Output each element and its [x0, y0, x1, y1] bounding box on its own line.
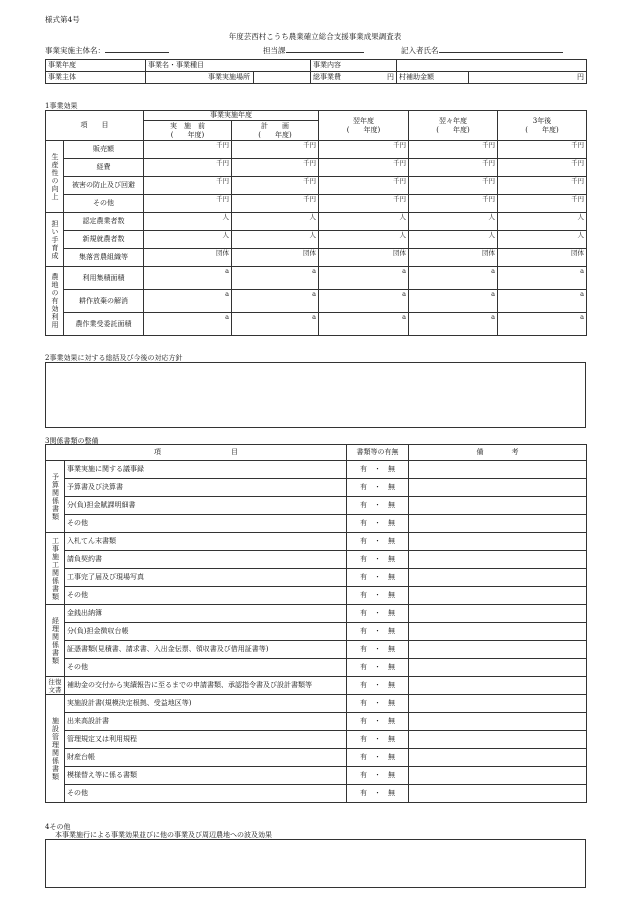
subsidy-unit[interactable]: 円 [469, 72, 587, 84]
effects-value-cell[interactable] [232, 231, 319, 249]
unit-label: 人 [488, 231, 495, 239]
plan-header [232, 121, 319, 141]
unit-label: 千円 [393, 177, 406, 185]
effects-item: 販売額 [64, 141, 144, 159]
effects-value-cell[interactable] [498, 313, 587, 336]
effects-value-cell[interactable] [144, 231, 232, 249]
unit-label: a [491, 267, 495, 275]
before-header [144, 121, 232, 141]
document-remarks[interactable] [409, 749, 587, 767]
unit-label: a [402, 313, 406, 321]
form-number: 様式第4号 [45, 15, 80, 24]
unit-label: 千円 [303, 177, 316, 185]
unit-label: 千円 [482, 141, 495, 149]
effects-item: 集落営農組織等 [64, 249, 144, 267]
document-row [46, 713, 587, 731]
unit-label: 人 [222, 213, 229, 221]
effects-value-cell[interactable] [232, 267, 319, 290]
effects-value-cell[interactable] [232, 313, 319, 336]
section3-title: 3関係書類の整備 [45, 437, 99, 445]
effects-value-cell[interactable] [319, 231, 409, 249]
unit-label: a [402, 267, 406, 275]
documents-status-header: 書類等の有無 [347, 445, 409, 461]
unit-label: a [312, 313, 316, 321]
document-row [46, 767, 587, 785]
document-status[interactable]: 有 ・ 無 [347, 479, 409, 497]
unit-label: 千円 [571, 195, 584, 203]
effects-value-cell[interactable] [232, 249, 319, 267]
document-row [46, 605, 587, 623]
total-cost-cell[interactable] [311, 72, 397, 84]
unit-label: a [491, 313, 495, 321]
documents-remarks-header: 備 考 [409, 445, 587, 461]
effects-row [46, 141, 587, 159]
implementer-label: 事業実施主体名： [45, 46, 105, 55]
unit-label: 団体 [303, 249, 316, 257]
other-effects-box[interactable] [45, 839, 586, 888]
effects-value-cell[interactable] [144, 290, 232, 313]
document-row [46, 785, 587, 803]
three-year-label: 3年後 [532, 116, 552, 125]
effects-body [46, 141, 587, 336]
unit-label: 千円 [216, 177, 229, 185]
document-status[interactable]: 有 ・ 無 [347, 569, 409, 587]
effects-value-cell[interactable] [498, 195, 587, 213]
documents-group-label [46, 605, 65, 677]
document-status[interactable]: 有 ・ 無 [347, 731, 409, 749]
document-item: その他 [65, 587, 347, 605]
document-remarks[interactable] [409, 479, 587, 497]
project-content-value[interactable] [397, 60, 587, 72]
unit-label: 千円 [482, 177, 495, 185]
document-row [46, 623, 587, 641]
document-item: 工事完了届及び現場写真 [65, 569, 347, 587]
effects-value-cell[interactable] [319, 249, 409, 267]
unit-label: a [580, 313, 584, 321]
document-item: 出来高設計書 [65, 713, 347, 731]
effects-item: 認定農業者数 [64, 213, 144, 231]
document-row [46, 461, 587, 479]
effects-value-cell[interactable] [144, 177, 232, 195]
unit-label: 千円 [571, 177, 584, 185]
before-label: 実 施 前 [170, 121, 205, 130]
unit-label: 千円 [571, 141, 584, 149]
document-remarks[interactable] [409, 677, 587, 695]
implementer-field[interactable] [45, 44, 169, 56]
effects-item: 新規就農者数 [64, 231, 144, 249]
effects-group-label [46, 213, 64, 267]
writer-label: 記入者氏名 [401, 46, 439, 55]
document-item: その他 [65, 659, 347, 677]
unit-label: 千円 [303, 159, 316, 167]
document-item: 金銭出納簿 [65, 605, 347, 623]
document-status[interactable]: 有 ・ 無 [347, 659, 409, 677]
subsidy-label: 村補助金額 [397, 72, 469, 84]
unit-label: 人 [577, 231, 584, 239]
document-remarks[interactable] [409, 659, 587, 677]
section4-subtitle: 本事業施行による事業効果並びに他の事業及び周辺農地への波及効果 [55, 831, 272, 839]
unit-label: a [225, 267, 229, 275]
document-item: 予算書及び決算書 [65, 479, 347, 497]
effects-group-label [46, 141, 64, 213]
document-item: 管理規定又は利用規程 [65, 731, 347, 749]
summary-box[interactable] [45, 362, 586, 428]
effects-group-text: 農地の有効利用 [51, 273, 59, 329]
department-label: 担当課 [263, 46, 286, 55]
document-item: その他 [65, 785, 347, 803]
document-status[interactable]: 有 ・ 無 [347, 587, 409, 605]
document-row [46, 695, 587, 713]
document-item: 事業実施に関する議事録 [65, 461, 347, 479]
document-remarks[interactable] [409, 497, 587, 515]
document-row [46, 479, 587, 497]
document-status[interactable]: 有 ・ 無 [347, 605, 409, 623]
document-remarks[interactable] [409, 551, 587, 569]
document-row [46, 587, 587, 605]
effects-row [46, 267, 587, 290]
unit-label: 千円 [393, 141, 406, 149]
documents-table [45, 444, 587, 803]
effects-value-cell[interactable] [498, 290, 587, 313]
project-content-label: 事業内容 [311, 60, 397, 72]
document-status[interactable]: 有 ・ 無 [347, 695, 409, 713]
effects-value-cell[interactable] [409, 159, 498, 177]
effects-value-cell[interactable] [409, 249, 498, 267]
unit-label: 千円 [393, 195, 406, 203]
document-remarks[interactable] [409, 587, 587, 605]
effects-value-cell[interactable] [319, 267, 409, 290]
document-item: 実施設計書(規模決定根拠、受益地区等) [65, 695, 347, 713]
document-remarks[interactable] [409, 713, 587, 731]
effects-value-cell[interactable] [144, 159, 232, 177]
unit-label: 人 [399, 231, 406, 239]
document-item: 分(負)担金徴収台帳 [65, 623, 347, 641]
document-row [46, 659, 587, 677]
unit-label: 千円 [482, 195, 495, 203]
before-year: ( 年度) [170, 130, 205, 139]
fiscal-year-label: 事業年度 [46, 60, 146, 72]
effects-value-cell[interactable] [498, 177, 587, 195]
effects-item: 耕作放棄の解消 [64, 290, 144, 313]
effects-value-cell[interactable] [232, 177, 319, 195]
section4-title: 4その他 [45, 823, 71, 831]
unit-label: 千円 [571, 159, 584, 167]
document-row [46, 731, 587, 749]
effects-value-cell[interactable] [319, 195, 409, 213]
document-item: その他 [65, 515, 347, 533]
effects-value-cell[interactable] [498, 141, 587, 159]
document-row [46, 677, 587, 695]
effects-row [46, 159, 587, 177]
effects-value-cell[interactable] [409, 290, 498, 313]
documents-body [46, 461, 587, 803]
effects-value-cell[interactable] [144, 313, 232, 336]
document-status[interactable]: 有 ・ 無 [347, 713, 409, 731]
document-status[interactable]: 有 ・ 無 [347, 461, 409, 479]
section1-title: 1事業効果 [45, 102, 78, 110]
next-year-paren: ( 年度) [346, 125, 381, 134]
document-status[interactable]: 有 ・ 無 [347, 623, 409, 641]
unit-label: 人 [309, 231, 316, 239]
effects-value-cell[interactable] [232, 159, 319, 177]
document-remarks[interactable] [409, 767, 587, 785]
writer-field[interactable] [401, 44, 563, 56]
effects-value-cell[interactable] [232, 141, 319, 159]
document-status[interactable]: 有 ・ 無 [347, 551, 409, 569]
unit-label: 団体 [571, 249, 584, 257]
effects-value-cell[interactable] [319, 313, 409, 336]
next-year-header [319, 111, 409, 141]
total-cost-label: 総事業費 [313, 73, 341, 81]
unit-label: 人 [488, 213, 495, 221]
document-item: 分(負)担金賦課明細書 [65, 497, 347, 515]
effects-value-cell[interactable] [319, 177, 409, 195]
document-row [46, 533, 587, 551]
unit-label: a [312, 290, 316, 298]
effects-table [45, 110, 587, 336]
document-status[interactable]: 有 ・ 無 [347, 497, 409, 515]
effects-group-text: 生産性の向上 [51, 152, 59, 201]
document-item: 補助金の交付から実績報告に至るまでの申請書類、承認指令書及び設計書類等 [65, 677, 347, 695]
document-remarks[interactable] [409, 461, 587, 479]
document-row [46, 515, 587, 533]
document-item: 財産台帳 [65, 749, 347, 767]
document-row [46, 497, 587, 515]
page-title: 年度芸西村こうち農業確立総合支援事業成果調査表 [228, 32, 402, 41]
document-status[interactable]: 有 ・ 無 [347, 749, 409, 767]
unit-label: 千円 [303, 195, 316, 203]
unit-label: 千円 [482, 159, 495, 167]
document-status[interactable]: 有 ・ 無 [347, 515, 409, 533]
effects-value-cell[interactable] [144, 195, 232, 213]
total-cost-unit: 円 [387, 73, 394, 81]
effects-value-cell[interactable] [409, 313, 498, 336]
project-type-label: 事業名・事業種目 [146, 60, 311, 72]
effects-value-cell[interactable] [144, 249, 232, 267]
document-remarks[interactable] [409, 515, 587, 533]
next2-year-paren: ( 年度) [436, 125, 470, 134]
effects-group-label [46, 267, 64, 336]
documents-group-text: 往復文書 [48, 677, 62, 694]
effects-row [46, 195, 587, 213]
document-remarks[interactable] [409, 641, 587, 659]
effects-item: 利用集積面積 [64, 267, 144, 290]
plan-label: 計 画 [261, 121, 289, 130]
effects-value-cell[interactable] [144, 267, 232, 290]
effects-value-cell[interactable] [498, 267, 587, 290]
effects-value-cell[interactable] [409, 267, 498, 290]
info-table [45, 59, 587, 84]
three-year-header [498, 111, 587, 141]
effects-value-cell[interactable] [232, 290, 319, 313]
location-label: 事業実施場所 [146, 72, 254, 84]
document-item: 模様替え等に係る書類 [65, 767, 347, 785]
document-remarks[interactable] [409, 533, 587, 551]
documents-group-text: 予算関係書類 [51, 472, 60, 521]
effects-row [46, 177, 587, 195]
document-remarks[interactable] [409, 731, 587, 749]
documents-group-label [46, 533, 65, 605]
documents-group-text: 施設管理関係書類 [51, 716, 60, 781]
effects-value-cell[interactable] [409, 177, 498, 195]
document-row [46, 749, 587, 767]
document-status[interactable]: 有 ・ 無 [347, 533, 409, 551]
effects-row [46, 249, 587, 267]
unit-label: a [225, 290, 229, 298]
unit-label: 人 [309, 213, 316, 221]
documents-group-text: 工事施工関係書類 [51, 536, 60, 601]
document-status[interactable]: 有 ・ 無 [347, 785, 409, 803]
unit-label: 千円 [216, 159, 229, 167]
effects-value-cell[interactable] [498, 159, 587, 177]
entity-label: 事業主体 [46, 72, 146, 84]
effects-value-cell[interactable] [319, 159, 409, 177]
unit-label: 千円 [216, 195, 229, 203]
unit-label: a [402, 290, 406, 298]
documents-group-label [46, 677, 65, 695]
documents-group-text: 経理関係書類 [51, 616, 60, 665]
document-item: 入札てん末書類 [65, 533, 347, 551]
effects-value-cell[interactable] [144, 213, 232, 231]
document-status[interactable]: 有 ・ 無 [347, 767, 409, 785]
next2-year-label: 翌々年度 [439, 116, 467, 125]
section2-title: 2事業効果に対する総括及び今後の対応方針 [45, 354, 183, 362]
document-status[interactable]: 有 ・ 無 [347, 677, 409, 695]
document-remarks[interactable] [409, 785, 587, 803]
effects-value-cell[interactable] [409, 195, 498, 213]
document-remarks[interactable] [409, 695, 587, 713]
effects-value-cell[interactable] [319, 141, 409, 159]
effects-item-header: 項 目 [46, 111, 144, 141]
unit-label: 千円 [393, 159, 406, 167]
document-status[interactable]: 有 ・ 無 [347, 641, 409, 659]
effects-value-cell[interactable] [498, 249, 587, 267]
effects-value-cell[interactable] [144, 141, 232, 159]
effects-value-cell[interactable] [319, 290, 409, 313]
effects-row [46, 313, 587, 336]
unit-label: 団体 [482, 249, 495, 257]
document-remarks[interactable] [409, 623, 587, 641]
effects-row [46, 231, 587, 249]
document-row [46, 641, 587, 659]
unit-label: 人 [577, 213, 584, 221]
effects-value-cell[interactable] [409, 231, 498, 249]
next2-year-header [409, 111, 498, 141]
effects-value-cell[interactable] [498, 231, 587, 249]
unit-label: 人 [399, 213, 406, 221]
effects-value-cell[interactable] [409, 213, 498, 231]
document-item: 証憑書類(見積書、請求書、入出金伝票、領収書及び借用証書等) [65, 641, 347, 659]
document-item: 請負契約書 [65, 551, 347, 569]
unit-label: 千円 [216, 141, 229, 149]
documents-group-label [46, 461, 65, 533]
document-remarks[interactable] [409, 605, 587, 623]
location-value[interactable] [254, 72, 311, 84]
unit-label: 団体 [393, 249, 406, 257]
unit-label: 団体 [216, 249, 229, 257]
unit-label: a [312, 267, 316, 275]
effects-group-text: 担い手育成 [51, 219, 59, 260]
effects-value-cell[interactable] [498, 213, 587, 231]
document-remarks[interactable] [409, 569, 587, 587]
effects-item: 経費 [64, 159, 144, 177]
unit-label: 人 [222, 231, 229, 239]
unit-label: a [225, 313, 229, 321]
document-row [46, 551, 587, 569]
three-year-paren: ( 年度) [525, 125, 559, 134]
effects-item: 被害の防止及び回避 [64, 177, 144, 195]
documents-item-header: 項 目 [46, 445, 347, 461]
plan-year: ( 年度) [258, 130, 292, 139]
implementation-year-header: 事業実施年度 [144, 111, 319, 121]
effects-item: 農作業受委託面積 [64, 313, 144, 336]
documents-group-label [46, 695, 65, 803]
unit-label: a [580, 290, 584, 298]
unit-label: 千円 [303, 141, 316, 149]
unit-label: a [491, 290, 495, 298]
effects-row [46, 290, 587, 313]
effects-value-cell[interactable] [232, 195, 319, 213]
effects-row [46, 213, 587, 231]
department-field[interactable] [263, 44, 364, 56]
unit-label: a [580, 267, 584, 275]
effects-value-cell[interactable] [409, 141, 498, 159]
next-year-label: 翌年度 [353, 116, 374, 125]
effects-value-cell[interactable] [232, 213, 319, 231]
document-row [46, 569, 587, 587]
effects-value-cell[interactable] [319, 213, 409, 231]
effects-item: その他 [64, 195, 144, 213]
